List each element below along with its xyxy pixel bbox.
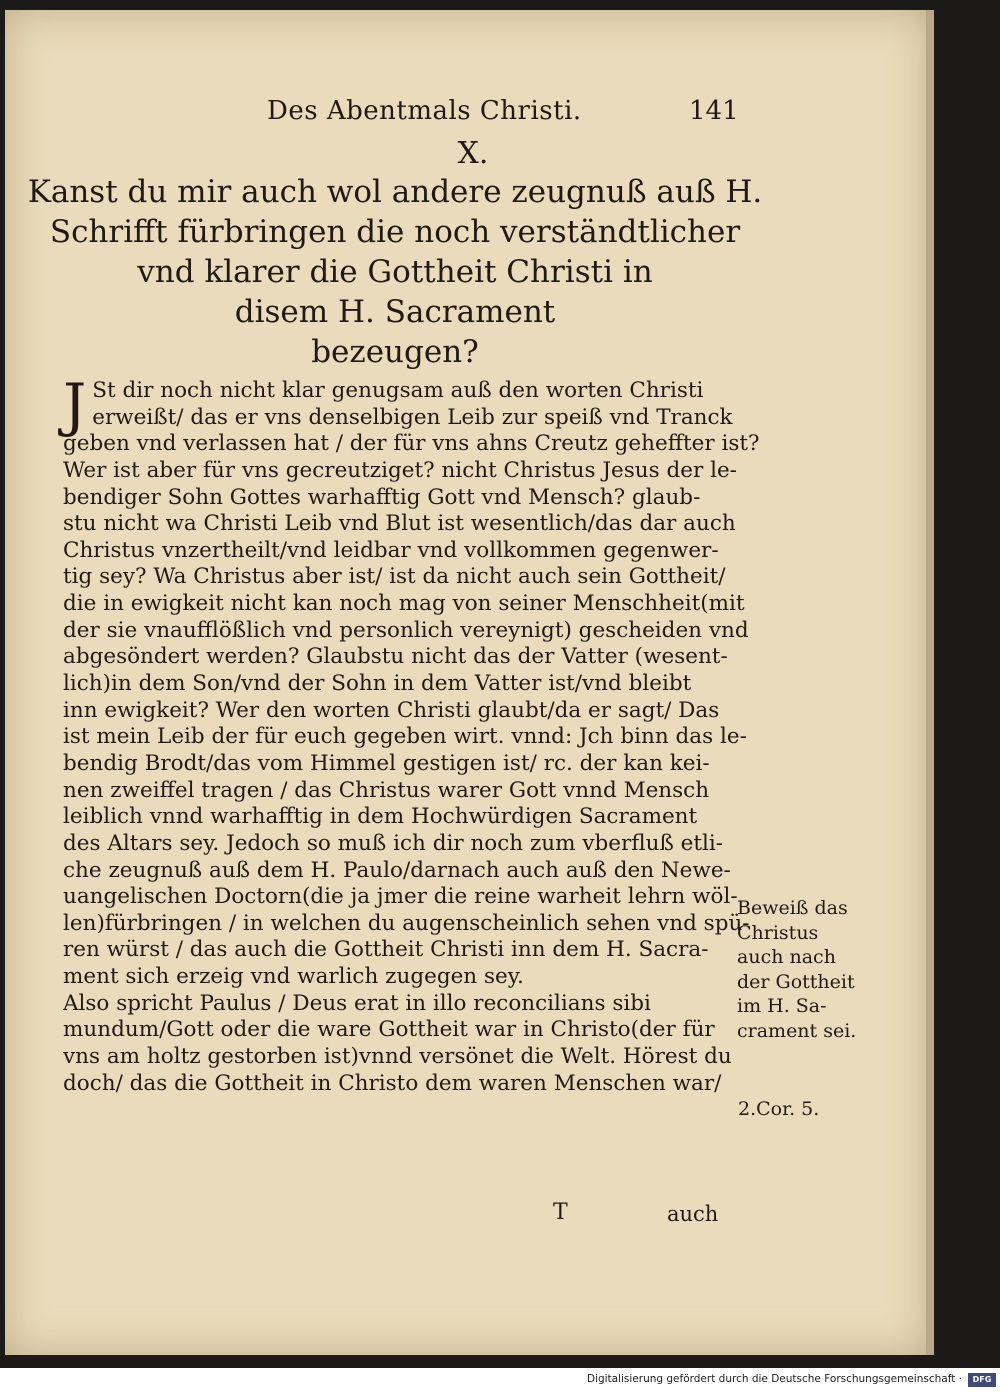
margin-note <box>737 896 867 1043</box>
body-line: vns am holtz gestorben ist)vnnd versönet die Welt. Hörest du <box>63 1044 732 1070</box>
body-line: len)fürbringen / in welchen du augenscheinlich sehen vnd spü- <box>63 910 750 936</box>
dfg-logo: DFG <box>968 1373 996 1387</box>
signature-mark: T <box>553 1200 568 1225</box>
body-line: che zeugnuß auß dem H. Paulo/darnach auch auß den Newe- <box>63 857 731 883</box>
body-line: mundum/Gott oder die ware Gottheit war in Christo(der für <box>63 1017 715 1043</box>
body-line: der sie vnaufflößlich vnd personlich vereynigt) gescheiden vnd <box>63 617 749 643</box>
body-line: ren würst / das auch die Gottheit Christi inn dem H. Sacra- <box>63 937 709 963</box>
chapter-number: X. <box>457 136 489 171</box>
body-line: uangelischen Doctorn(die ja jmer die reine warheit lehrn wöl- <box>63 884 738 910</box>
page-edge <box>926 10 934 1355</box>
body-line: doch/ das die Gottheit in Christo dem waren Menschen war/ <box>63 1070 722 1096</box>
body-text <box>63 371 760 1097</box>
margin-bible-reference: 2.Cor. 5. <box>738 1098 820 1120</box>
body-line: Also spricht Paulus / Deus erat in illo reconcilians sibi <box>63 990 651 1016</box>
funding-notice: Digitalisierung gefördert durch die Deutsche Forschungsgemeinschaft · <box>586 1373 962 1385</box>
margin-note-line: Beweiß das <box>737 897 848 919</box>
body-line: nen zweiffel tragen / das Christus warer Gott vnnd Mensch <box>63 777 710 803</box>
body-line: leiblich vnnd warhafftig in dem Hochwürdigen Sacrament <box>63 804 698 830</box>
margin-note-line: auch nach <box>737 946 836 968</box>
body-line: lich)in dem Son/vnd der Sohn in dem Vatter ist/vnd bleibt <box>63 671 692 697</box>
heading-line: Kanst du mir auch wol andere zeugnuß auß H. <box>27 174 763 210</box>
page-number: 141 <box>689 96 739 126</box>
body-line: ist mein Leib der für euch gegeben wirt. vnnd: Jch binn das le- <box>63 724 747 750</box>
body-line: bendiger Sohn Gottes warhafftig Gott vnd Mensch? glaub- <box>63 484 701 510</box>
body-line: die in ewigkeit nicht kan noch mag von seiner Menschheit(mit <box>63 591 745 617</box>
body-line: Christus vnzertheilt/vnd leidbar vnd vollkommen gegenwer- <box>63 537 719 563</box>
catchword: auch <box>667 1202 719 1226</box>
drop-capital: J <box>63 371 87 439</box>
heading-line: vnd klarer die Gottheit Christi in <box>137 254 653 290</box>
body-line: stu nicht wa Christi Leib vnd Blut ist wesentlich/das dar auch <box>63 511 736 537</box>
heading-line: disem H. Sacrament <box>234 294 556 330</box>
body-line: Wer ist aber für vns gecreutziget? nicht Christus Jesus der le- <box>63 457 737 483</box>
margin-note-line: der Gottheit <box>737 970 855 993</box>
body-line: tig sey? Wa Christus aber ist/ ist da nicht auch sein Gottheit/ <box>63 564 726 590</box>
heading-line: bezeugen? <box>311 334 479 370</box>
body-line: geben vnd verlassen hat / der für vns ahns Creutz geheffter ist? <box>63 431 760 457</box>
body-line: inn ewigkeit? Wer den worten Christi glaubt/da er sagt/ Das <box>63 697 720 723</box>
footer-bar <box>0 1368 1000 1393</box>
body-line: St dir noch nicht klar genugsam auß den worten Christi <box>92 378 704 403</box>
running-head: Des Abentmals Christi. <box>267 96 582 126</box>
body-line: erweißt/ das er vns denselbigen Leib zur speiß vnd Tranck <box>92 404 733 430</box>
body-line: abgesöndert werden? Glaubstu nicht das der Vatter (wesent- <box>63 644 728 670</box>
margin-note-line: crament sei. <box>737 1019 857 1042</box>
question-heading <box>5 172 785 372</box>
body-line: des Altars sey. Jedoch so muß ich dir noch zum vberfluß etli- <box>63 830 724 856</box>
body-line: bendig Brodt/das vom Himmel gestigen ist/ rc. der kan kei- <box>63 750 710 776</box>
margin-note-line: im H. Sa- <box>737 995 827 1017</box>
body-line: ment sich erzeig vnd warlich zugegen sey. <box>63 964 524 990</box>
book-page <box>5 10 928 1355</box>
heading-line: Schrifft fürbringen die noch verständtlicher <box>49 214 741 250</box>
margin-note-line: Christus <box>737 921 819 944</box>
